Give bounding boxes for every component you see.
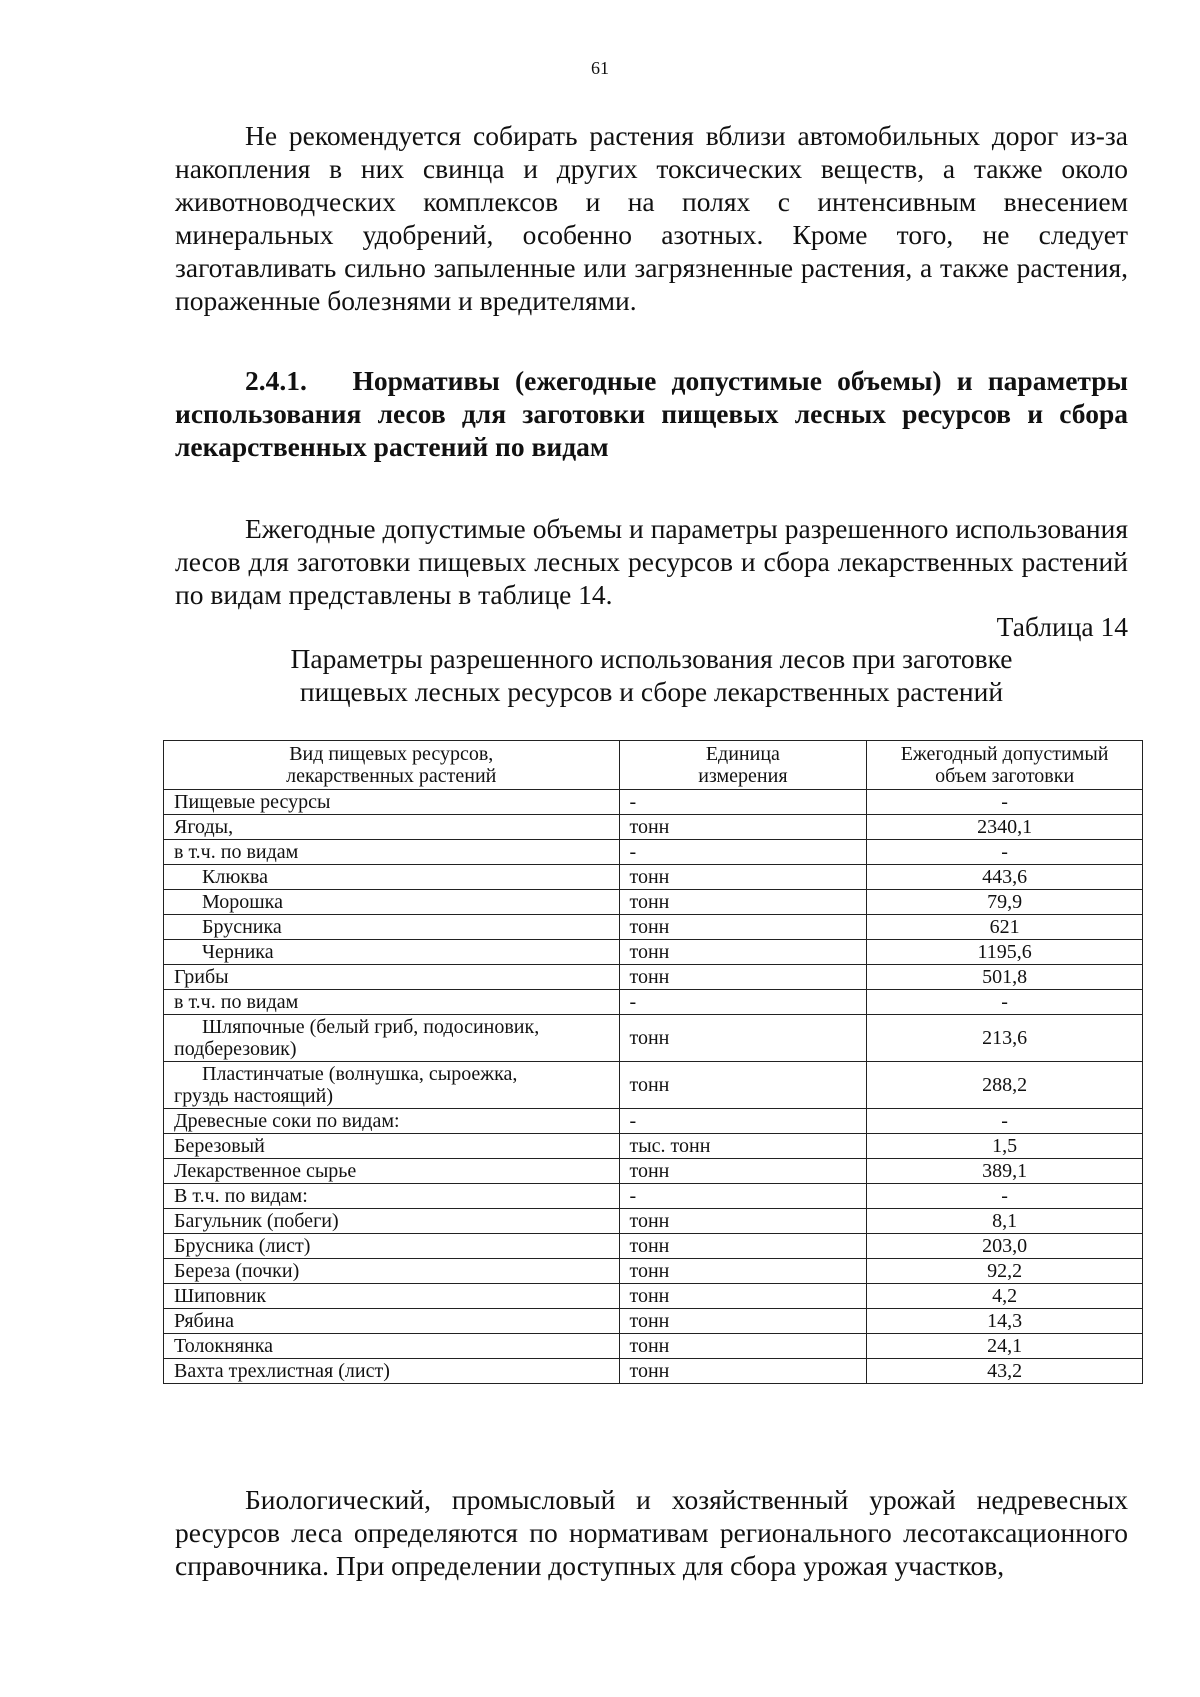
row-unit: - [619,990,867,1015]
row-unit: тонн [619,1209,867,1234]
table-row [164,1334,1143,1359]
row-unit: тонн [619,1359,867,1384]
row-name: Брусника (лист) [164,1234,620,1259]
row-value: - [867,840,1143,865]
row-unit: тонн [619,815,867,840]
table-row [164,840,1143,865]
row-name: в т.ч. по видам [164,990,620,1015]
section-heading [175,364,1128,463]
row-unit: тонн [619,865,867,890]
row-unit: - [619,790,867,815]
table-row [164,1309,1143,1334]
table-row [164,915,1143,940]
table-row [164,1209,1143,1234]
header-resource-type: Вид пищевых ресурсов, лекарственных растений [164,741,620,790]
table-row [164,865,1143,890]
row-name: Вахта трехлистная (лист) [164,1359,620,1384]
row-unit: тонн [619,965,867,990]
row-unit: тонн [619,1334,867,1359]
row-value: 8,1 [867,1209,1143,1234]
table-row [164,1109,1143,1134]
table-row [164,890,1143,915]
table-row [164,1184,1143,1209]
row-name: Черника [164,940,620,965]
row-unit: тонн [619,1062,867,1109]
row-value: 43,2 [867,1359,1143,1384]
row-name: Толокнянка [164,1334,620,1359]
row-value: 389,1 [867,1159,1143,1184]
row-value: - [867,790,1143,815]
table-caption-line2: пищевых лесных ресурсов и сборе лекарственных растений [299,676,1004,707]
paragraph-conclusion-text: Биологический, промысловый и хозяйственный урожай недревесных ресурсов леса определяются по нормативам регионального лесотаксационного справочника. При определении доступных для сбора урожая участков, [175,1484,1128,1581]
row-name: Грибы [164,965,620,990]
row-value: 621 [867,915,1143,940]
row-value: 14,3 [867,1309,1143,1334]
row-name: Пищевые ресурсы [164,790,620,815]
row-name: Брусника [164,915,620,940]
table-row [164,1234,1143,1259]
table-row [164,790,1143,815]
table-row [164,1359,1143,1384]
row-name: Березовый [164,1134,620,1159]
row-unit: тонн [619,1309,867,1334]
row-name: Древесные соки по видам: [164,1109,620,1134]
row-unit: тонн [619,1015,867,1062]
table-row [164,1015,1143,1062]
row-name: Береза (почки) [164,1259,620,1284]
row-value: 288,2 [867,1062,1143,1109]
row-unit: - [619,840,867,865]
row-name: в т.ч. по видам [164,840,620,865]
table-row [164,1284,1143,1309]
row-value: 203,0 [867,1234,1143,1259]
row-unit: тонн [619,1159,867,1184]
row-value: 1,5 [867,1134,1143,1159]
row-value: - [867,990,1143,1015]
paragraph-conclusion [175,1483,1128,1582]
section-number: 2.4.1. [245,365,307,396]
row-name: Пластинчатые (волнушка, сыроежка, груздь настоящий) [164,1062,620,1109]
row-unit: тонн [619,940,867,965]
row-value: 1195,6 [867,940,1143,965]
row-value: - [867,1184,1143,1209]
header-unit: Единица измерения [619,741,867,790]
table-row [164,815,1143,840]
table-row [164,1259,1143,1284]
row-name: Ягоды, [164,815,620,840]
paragraph-intro [175,119,1128,317]
row-value: 213,6 [867,1015,1143,1062]
row-value: 2340,1 [867,815,1143,840]
row-unit: - [619,1109,867,1134]
row-name: Рябина [164,1309,620,1334]
table-row [164,965,1143,990]
row-name: Шиповник [164,1284,620,1309]
row-value: 79,9 [867,890,1143,915]
row-unit: тонн [619,1284,867,1309]
paragraph-intro-text: Не рекомендуется собирать растения вблизи автомобильных дорог из-за накопления в них свинца и других токсических веществ, а также около животноводческих комплексов и на полях с интенсивным внесением минеральных удобрений, особенно азотных. Кроме того, не следует заготавливать сильно запыленные или загрязненные растения, а также растения, пораженные болезнями и вредителями. [175,120,1128,316]
table-row [164,940,1143,965]
table-caption-line1: Параметры разрешенного использования лесов при заготовке [290,643,1013,674]
row-unit: тонн [619,915,867,940]
row-value: 24,1 [867,1334,1143,1359]
row-name: Клюква [164,865,620,890]
section-title: Нормативы (ежегодные допустимые объемы) и параметры использования лесов для заготовки пищевых лесных ресурсов и сбора лекарственных растений по видам [175,365,1129,462]
row-value: 4,2 [867,1284,1143,1309]
row-unit: тонн [619,890,867,915]
row-unit: тонн [619,1259,867,1284]
table-row [164,990,1143,1015]
header-annual-volume: Ежегодный допустимый объем заготовки [867,741,1143,790]
row-name: Шляпочные (белый гриб, подосиновик, подберезовик) [164,1015,620,1062]
resources-table [163,740,1143,1384]
table-header-row [164,741,1143,790]
table-row [164,1159,1143,1184]
row-unit: - [619,1184,867,1209]
paragraph-table-intro [175,512,1128,611]
row-value: 501,8 [867,965,1143,990]
row-unit: тыс. тонн [619,1134,867,1159]
row-value: 443,6 [867,865,1143,890]
table-row [164,1134,1143,1159]
table-label: Таблица 14 [996,611,1128,642]
row-value: 92,2 [867,1259,1143,1284]
table-caption [175,642,1128,708]
table-row [164,1062,1143,1109]
row-name: Морошка [164,890,620,915]
row-value: - [867,1109,1143,1134]
row-name: Лекарственное сырье [164,1159,620,1184]
page-number: 61 [591,58,609,78]
row-unit: тонн [619,1234,867,1259]
paragraph-table-intro-text: Ежегодные допустимые объемы и параметры разрешенного использования лесов для заготовки пищевых лесных ресурсов и сбора лекарственных растений по видам представлены в таблице 14. [175,513,1128,610]
row-name: В т.ч. по видам: [164,1184,620,1209]
row-name: Багульник (побеги) [164,1209,620,1234]
